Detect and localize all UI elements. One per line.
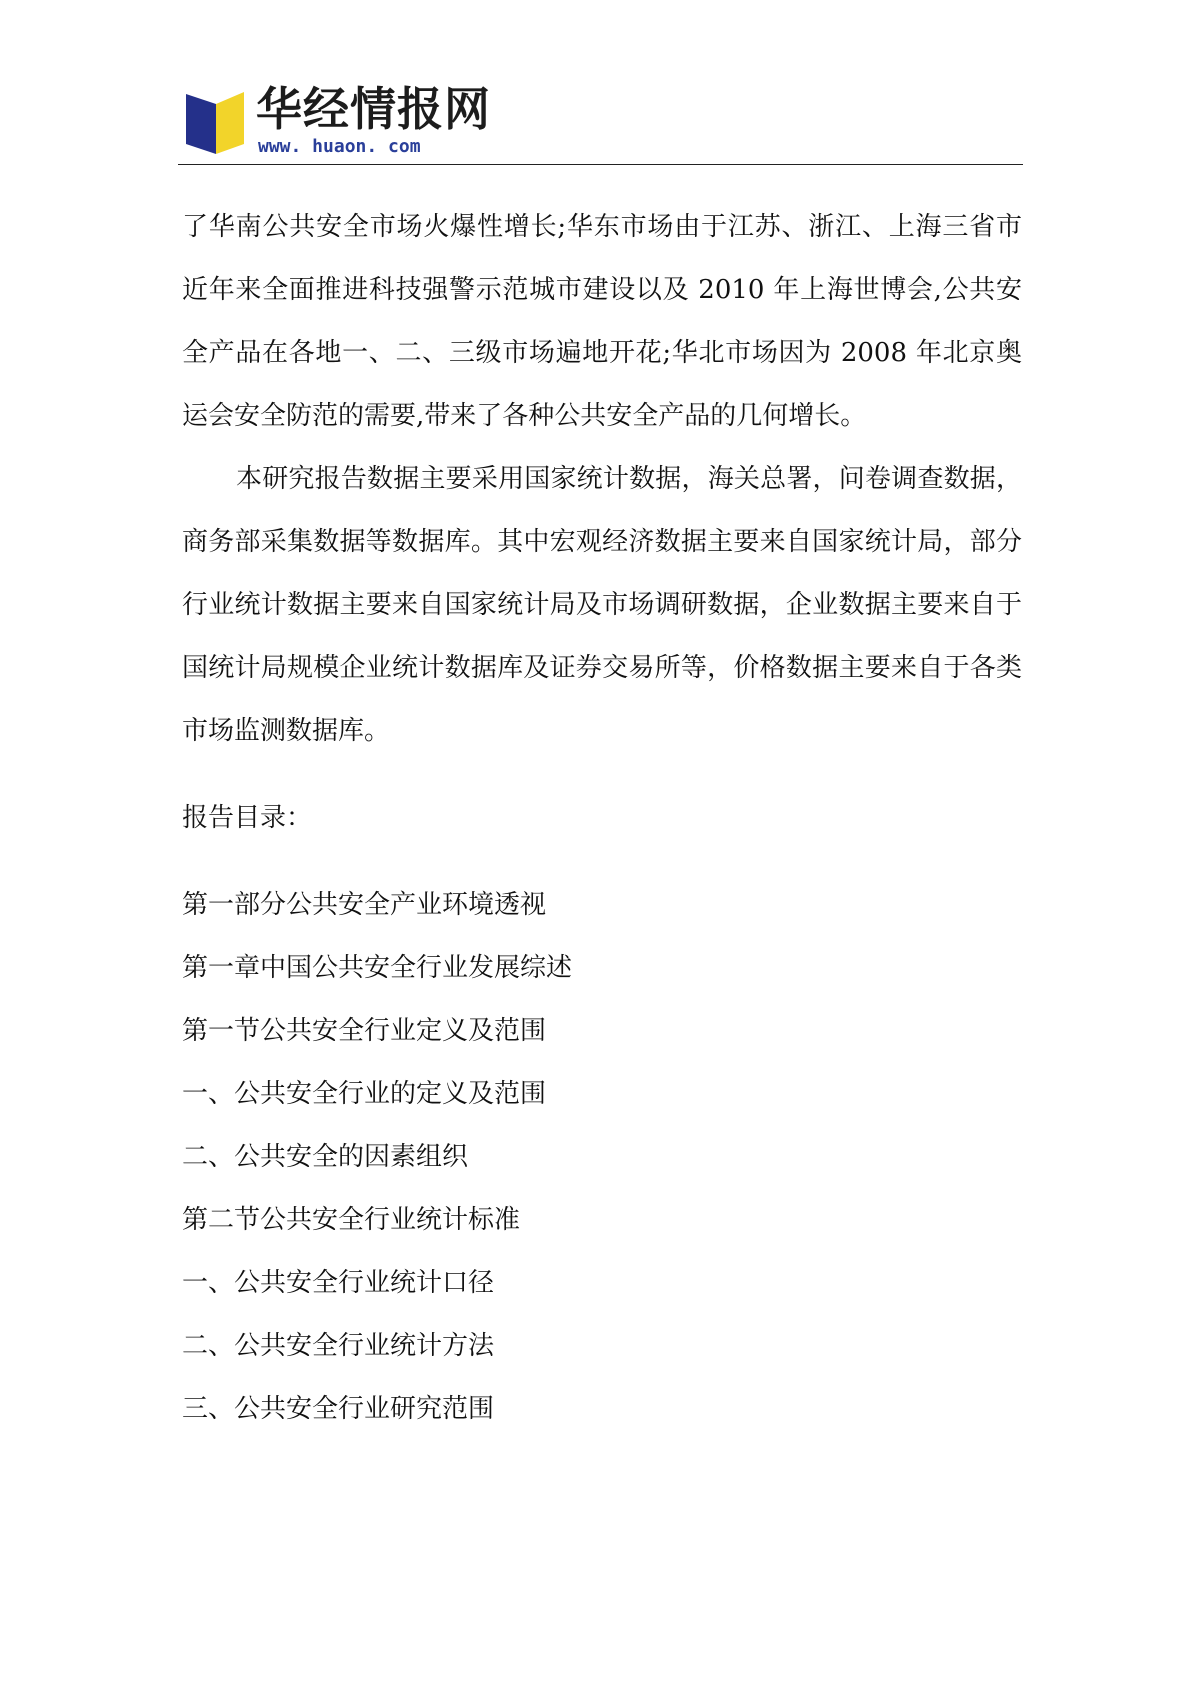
toc-item: 第一章中国公共安全行业发展综述 [182,953,573,983]
toc-heading: 报告目录： [182,803,313,833]
brand-url: www. huaon. com [258,136,421,157]
toc-item: 第一部分公共安全产业环境透视 [182,890,547,920]
huaon-logo-icon [186,88,244,158]
logo-blue-panel [186,94,216,154]
document-body [182,196,1022,1441]
page-header [178,80,1023,166]
toc-item: 二、公共安全行业统计方法 [182,1331,495,1361]
table-of-contents [182,874,1022,1441]
body-paragraph-1: 了华南公共安全市场火爆性增长;华东市场由于江苏、浙江、上海三省市近年来全面推进科技强警示范城市建设以及 2010 年上海世博会,公共安全产品在各地一、二、三级市场遍地开花;华北市场因为 2008 年北京奥运会安全防范的需要,带来了各种公共安全产品的几何增长。 [182,212,1022,431]
header-divider [178,164,1023,165]
logo-yellow-panel [216,92,244,154]
toc-item: 第二节公共安全行业统计标准 [182,1205,521,1235]
toc-item: 二、公共安全的因素组织 [182,1142,469,1172]
toc-item: 三、公共安全行业研究范围 [182,1394,495,1424]
toc-item: 一、公共安全行业统计口径 [182,1268,495,1298]
brand-name: 华经情报网 [256,82,491,136]
body-paragraph-2: 本研究报告数据主要采用国家统计数据，海关总署，问卷调查数据，商务部采集数据等数据库。其中宏观经济数据主要来自国家统计局，部分行业统计数据主要来自国家统计局及市场调研数据，企业数据主要来自于国统计局规模企业统计数据库及证券交易所等，价格数据主要来自于各类市场监测数据库。 [182,464,1022,746]
toc-item: 一、公共安全行业的定义及范围 [182,1079,547,1109]
toc-item: 第一节公共安全行业定义及范围 [182,1016,547,1046]
